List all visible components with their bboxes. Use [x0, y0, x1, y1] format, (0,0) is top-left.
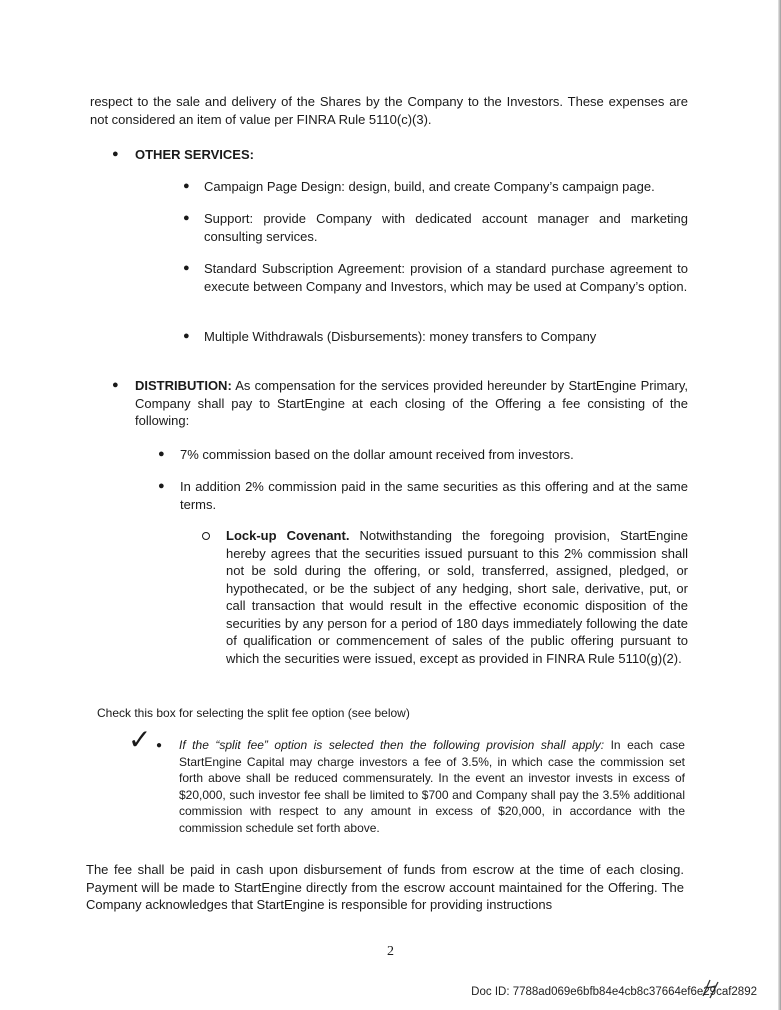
bullet-icon: ● [183, 330, 190, 342]
bullet-icon: ● [112, 379, 119, 391]
distribution-item: In addition 2% commission paid in the same securities as this offering and at the same terms. [180, 479, 688, 512]
bullet-icon: ● [156, 740, 163, 751]
other-services-item: Support: provide Company with dedicated account manager and marketing consulting services. [204, 211, 688, 244]
bullet-icon: ● [183, 262, 190, 274]
other-services-item: Standard Subscription Agreement: provision of a standard purchase agreement to execute between Company and Investors, which may be used at Company’s option. [204, 261, 688, 294]
bullet-icon: ● [158, 448, 165, 460]
other-services-item: Campaign Page Design: design, build, and create Company’s campaign page. [204, 179, 655, 194]
distribution-item: 7% commission based on the dollar amount received from investors. [180, 447, 574, 462]
other-services-heading: OTHER SERVICES: [135, 147, 254, 162]
bullet-icon: ● [112, 148, 119, 160]
other-services-item: Multiple Withdrawals (Disbursements): money transfers to Company [204, 329, 597, 344]
split-fee-checkbox-label: Check this box for selecting the split fee option (see below) [97, 706, 410, 720]
split-fee-lead: If the “split fee” option is selected then the following provision shall apply: [179, 738, 605, 752]
closing-paragraph: The fee shall be paid in cash upon disbursement of funds from escrow at the time of each closing. Payment will be made to StartEngine directly from the escrow account maintained for the Offering. The Company acknowledges that StartEngine is responsible for providing instructions [86, 862, 684, 912]
lockup-covenant-paragraph: Lock-up Covenant. Notwithstanding the foregoing provision, StartEngine hereby agrees that the securities issued pursuant to this 2% commission shall not be sold during the offering, or sold, transferred, assigned, pledged, or hypothecated, or be the subject of any hedging, short sale, derivative, put, or call transaction that would result in the effective economic disposition of the securities by any person for a period of 180 days immediately following the date of qualification or commencement of sales of the public offering pursuant to which the securities were issued, except as provided in FINRA Rule 5110(g)(2). [226, 528, 688, 666]
bullet-icon: ● [183, 212, 190, 224]
lockup-heading: Lock-up Covenant. [226, 528, 350, 543]
hollow-bullet-icon [202, 532, 210, 540]
bullet-icon: ● [183, 180, 190, 192]
intro-paragraph: respect to the sale and delivery of the Shares by the Company to the Investors. These expenses are not considered an item of value per FINRA Rule 5110(c)(3). [90, 94, 688, 127]
distribution-paragraph: DISTRIBUTION: As compensation for the services provided hereunder by StartEngine Primary, Company shall pay to StartEngine at each closing of the Offering a fee consisting of the following: [135, 378, 688, 428]
bullet-icon: ● [158, 480, 165, 492]
split-fee-paragraph: If the “split fee” option is selected then the following provision shall apply: In each case StartEngine Capital may charge investors a fee of 3.5%, in which case the commission set forth above shall be reduced commensurately. In the event an investor invests in excess of $20,000, such investor fee shall be limited to $700 and Company shall pay the 3.5% additional commission with respect to any amount in excess of $20,000, in accordance with the commission schedule set forth above. [179, 738, 685, 835]
checkmark-icon[interactable]: ✓ [128, 724, 152, 755]
doc-id: Doc ID: 7788ad069e6bfb84e4cb8c37664ef6e29caf2892 [471, 986, 757, 998]
page-number: 2 [387, 944, 394, 959]
distribution-heading: DISTRIBUTION: [135, 378, 232, 393]
